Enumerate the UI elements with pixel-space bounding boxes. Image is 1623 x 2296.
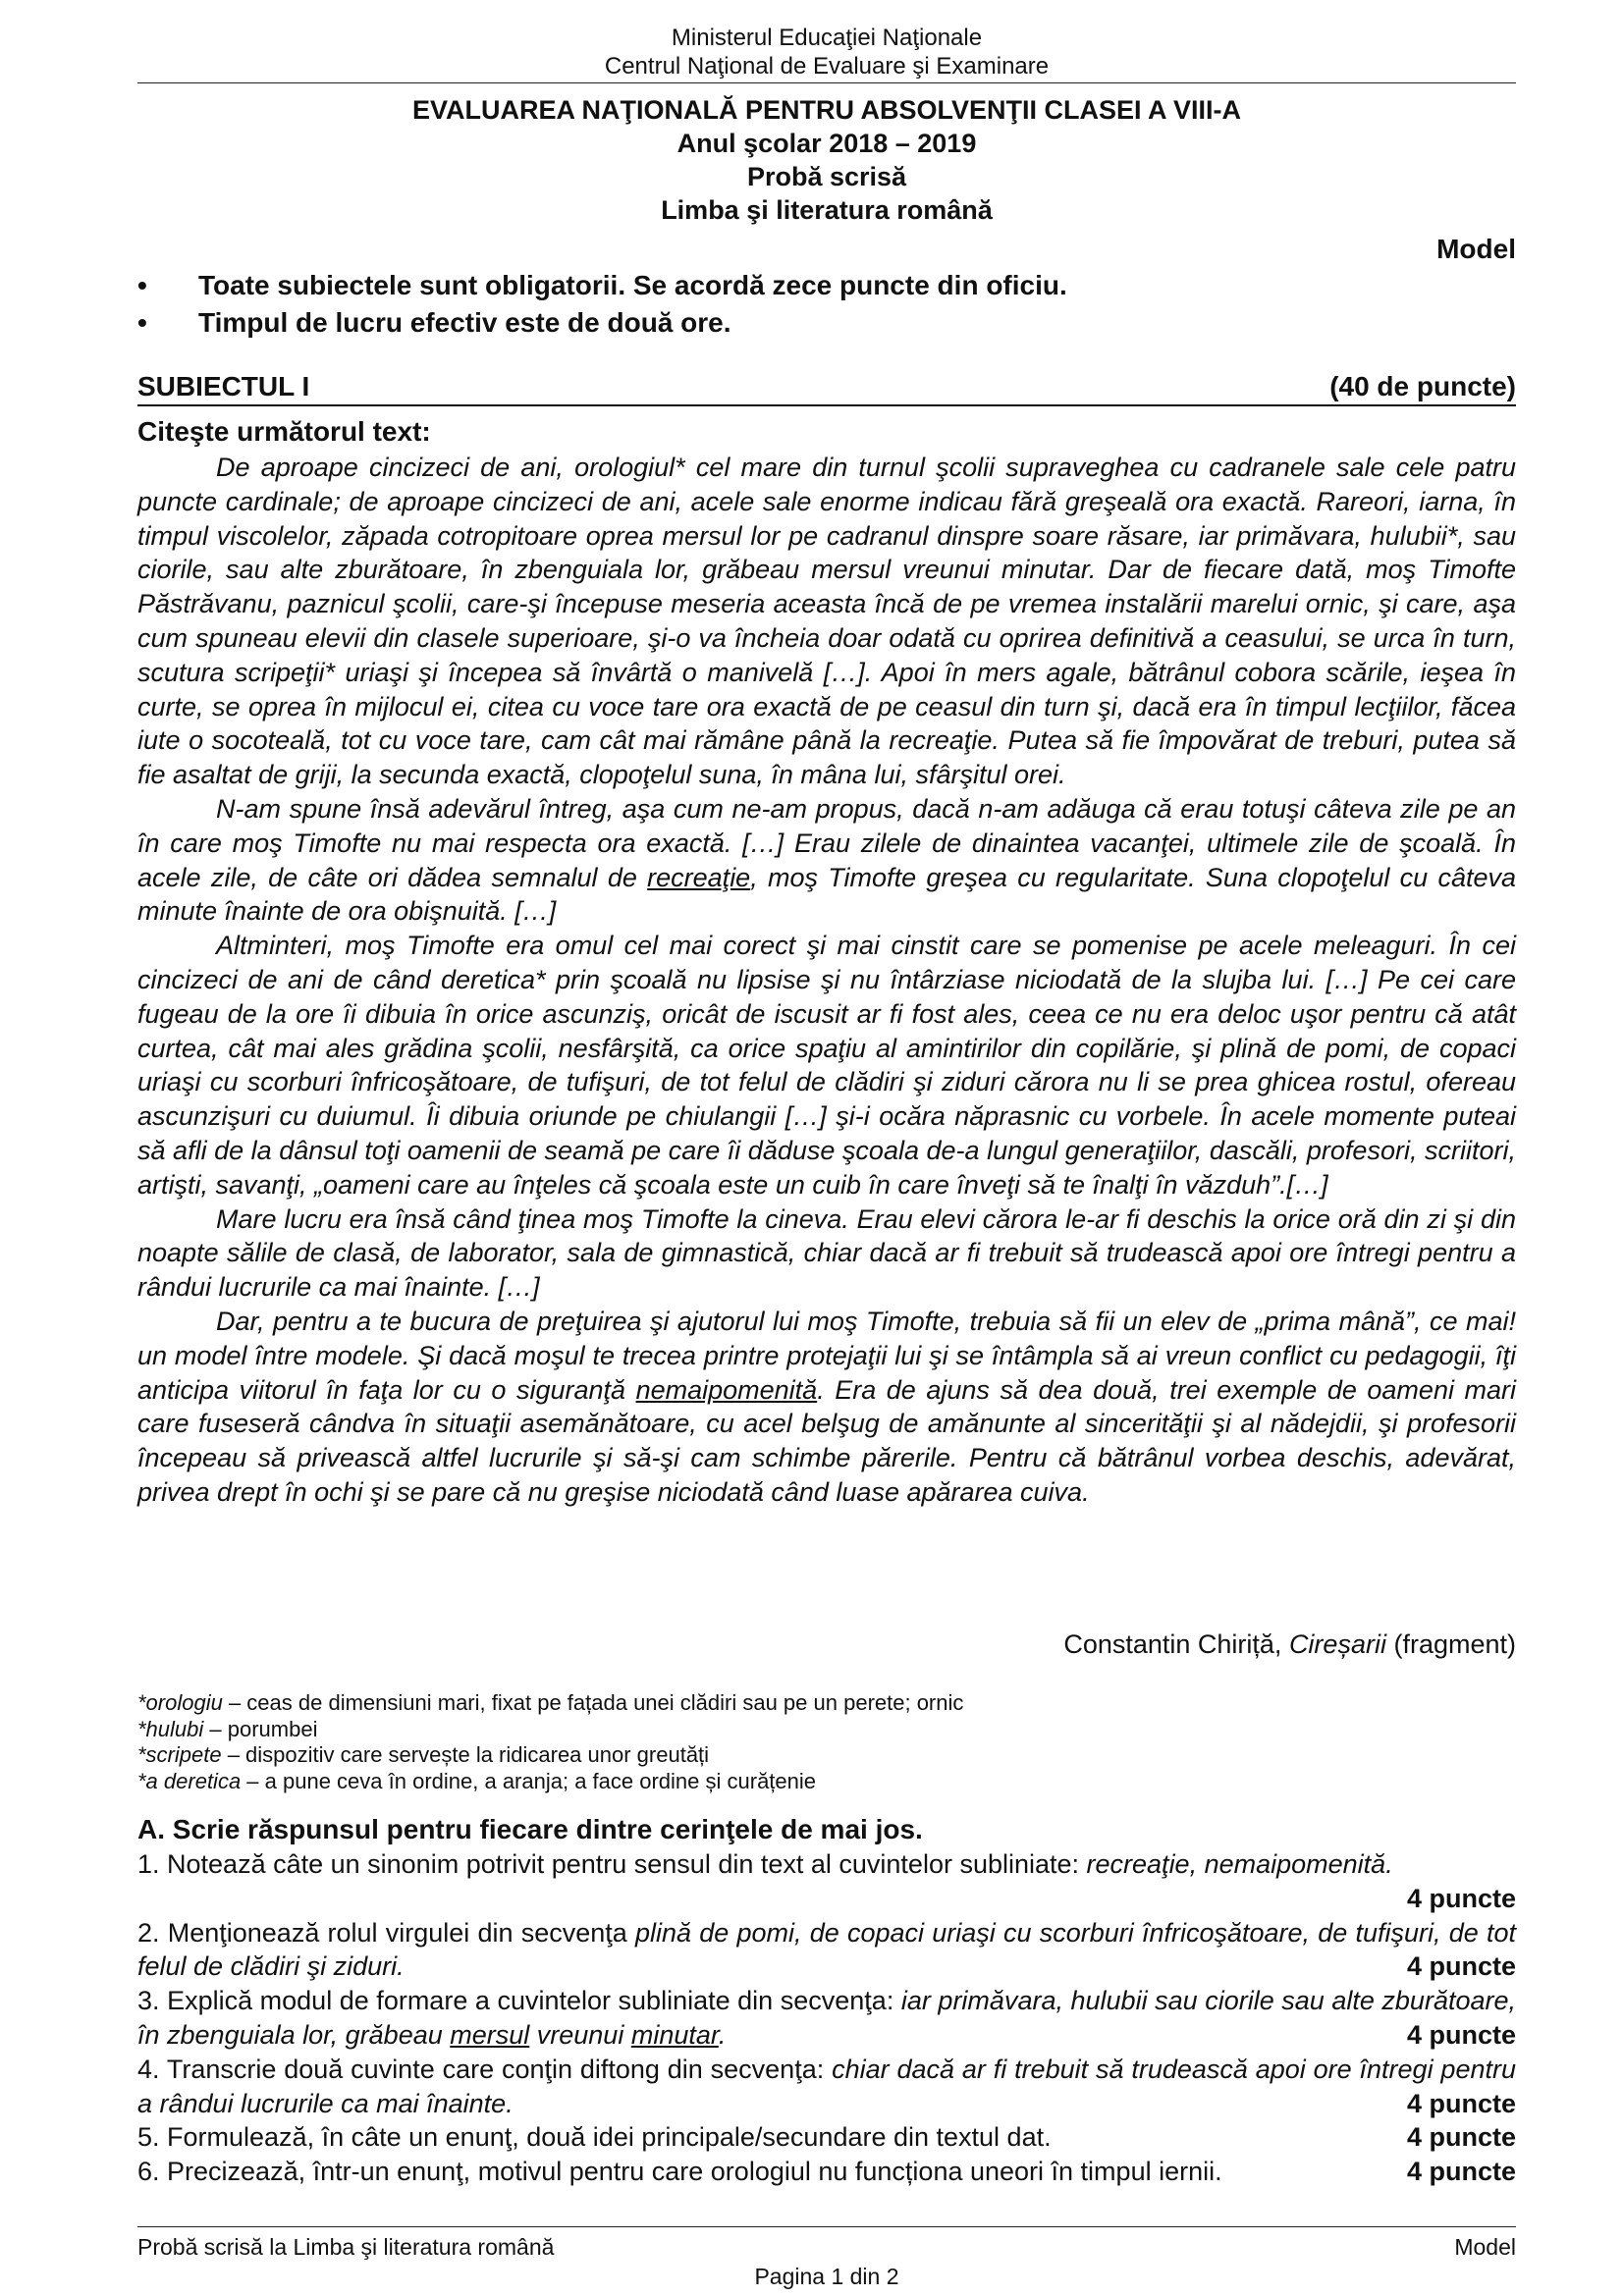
subject-label: SUBIECTUL I	[137, 371, 310, 401]
work-title: Cireșarii	[1288, 1629, 1386, 1659]
glossary-notes	[137, 1690, 963, 1794]
exam-page	[137, 0, 1516, 2296]
task-points: 4 puncte	[1406, 2122, 1516, 2153]
page-number: Pagina 1 din 2	[754, 2264, 899, 2289]
glossary-note: *a deretica – a pune ceva în ordine, a aranja; a face ordine și curățenie	[137, 1768, 817, 1793]
task-item: 3. Explică modul de formare a cuvintelor subliniate din secvenţa: iar primăvara, hulubii sau ciorile sau alte zburătoare, în zbenguiala lor, grăbeau mersul vreunui minutar. 4 puncte	[137, 1984, 1516, 2053]
task-item: 1. Notează câte un sinonim potrivit pentru sensul din text al cuvintelor subliniate: recreaţie, nemaipomenită.	[137, 1849, 1393, 1879]
task-points: 4 puncte	[1406, 1883, 1516, 1913]
glossary-note: *hulubi – porumbei	[137, 1716, 318, 1741]
header-divider	[137, 82, 1516, 83]
bullet-icon: •	[137, 307, 147, 338]
exam-title: EVALUAREA NAŢIONALĂ PENTRU ABSOLVENŢII CLASEI A VIII-A	[411, 95, 1241, 125]
passage-paragraph: Mare lucru era însă când ţinea moş Timofte la cineva. Erau elevi cărora le-ar fi deschis la orice oră din zi şi din noapte sălile de clasă, de laborator, sala de gimnastică, chiar dacă ar fi trebuit să trudească apoi ore întregi pentru a rândui lucrurile ca mai înainte. […]	[137, 1203, 1516, 1303]
footer-divider	[137, 2226, 1516, 2227]
passage-paragraph: Dar, pentru a te bucura de preţuirea şi ajutorul lui moş Timofte, trebuia să fii un elev de „prima mână”, ce mai! un model între modele. Şi dacă moşul te trecea printre protejaţii lui şi se întâmpla să ai vreun conflict cu pedagogii, îţi anticipa viitorul în faţa lor cu o siguranţă nemaipomenită. Era de ajuns să dea două, trei exemple de oameni mari care fuseseră cândva în situaţii asemănătoare, cu acel belşug de amănunte al sincerităţii şi al nădejdii, şi profesorii începeau să privească altfel lucrurile şi să-şi cam schimbe părerile. Pentru că bătrânul vorbea deschis, adevărat, privea drept în ochi şi se pare că nu greşise niciodată când luase apărarea cuiva.	[137, 1306, 1516, 1507]
passage-paragraph: De aproape cincizeci de ani, orologiul* cel mare din turnul şcolii supraveghea cu cadranele sale cele patru puncte cardinale; de aproape cincizeci de ani, acele sale enorme indicau fără greşeală ora exactă. Rareori, iarna, în timpul viscolelor, zăpada cotropitoare oprea mersul lor pe cadranul dinspre soare răsare, iar primăvara, hulubii*, sau ciorile, sau alte zburătoare, în zbenguiala lor, grăbeau mersul vreunui minutar. Dar de fiecare dată, moş Timofte Păstrăvanu, paznicul şcolii, care-şi începuse meseria aceasta încă de pe vremea instalării marelui ornic, şi care, aşa cum spuneau elevii din clasele superioare, şi-o va încheia doar odată cu oprirea definitivă a ceasului, se urca în turn, scutura scripeţii* uriaşi şi începea să învârtă o manivelă […]. Apoi în mers agale, bătrânul cobora scările, ieşea în curte, se oprea în mijlocul ei, citea cu voce tare ora exactă de pe ceasul din turn şi, dacă era în timpul lecţiilor, făcea iute o socoteală, tot cu voce tare, cam cât mai rămâne până la recreaţie. Putea să fie împovărat de treburi, putea să fie asaltat de griji, la secunda exactă, clopoţelul suna, în mâna lui, sfârşitul orei.	[137, 453, 1516, 790]
subject-header	[137, 371, 1516, 406]
passage-paragraph: N-am spune însă adevărul întreg, aşa cum ne-am propus, dacă n-am adăuga că erau totuşi câteva zile pe an în care moş Timofte nu mai respecta ora exactă. […] Erau zilele de dinaintea vacanţei, ultimele zile de şcoală. În acele zile, de câte ori dădea semnalul de recreaţie, moş Timofte greşea cu regularitate. Suna clopoţelul cu câteva minute înainte de ora obişnuită. […]	[137, 793, 1516, 927]
tasks-heading: A. Scrie răspunsul pentru fiecare dintre cerinţele de mai jos.	[137, 1814, 923, 1844]
exam-subject: Limba şi literatura română	[661, 195, 993, 225]
school-year: Anul şcolar 2018 – 2019	[676, 129, 977, 158]
task-points: 4 puncte	[1406, 2019, 1516, 2050]
subject-points: (40 de puncte)	[1329, 371, 1516, 401]
task-item: 2. Menţionează rolul virgulei din secvenţa plină de pomi, de copaci uriaşi cu scorburi înfricoşătoare, de tufişuri, de tot felul de clădiri şi ziduri. 4 puncte	[137, 1916, 1516, 1985]
bullet-icon: •	[137, 270, 147, 300]
task-points: 4 puncte	[1406, 2157, 1516, 2187]
task-item: 5. Formulează, în câte un enunţ, două idei principale/secundare din textul dat. 4 puncte	[137, 2120, 1516, 2155]
glossary-note: *orologiu – ceas de dimensiuni mari, fixat pe fațada unei clădiri sau pe un perete; ornic	[137, 1690, 964, 1715]
text-passage	[137, 451, 1516, 1510]
underlined-word: recreaţie	[647, 862, 751, 892]
task-item: 4. Transcrie două cuvinte care conţin diftong din secvenţa: chiar dacă ar fi trebuit să trudească apoi ore întregi pentru a rândui lucrurile ca mai înainte. 4 puncte	[137, 2053, 1516, 2121]
source-attribution: Constantin Chiriță, Cireșarii (fragment)	[1063, 1629, 1516, 1659]
task-item: 6. Precizează, într-un enunţ, motivul pentru care orologiul nu funcționa uneori în timpul iernii. 4 puncte	[137, 2155, 1516, 2189]
underlined-word: minutar	[630, 2019, 719, 2050]
instructions-list	[137, 267, 1516, 342]
passage-paragraph: Altminteri, moş Timofte era omul cel mai corect şi mai cinstit care se pomenise pe acele meleaguri. În cei cincizeci de ani de când deretica* prin şcoală nu lipsise şi nu întârziase niciodată de la slujba lui. […] Pe cei care fugeau de la ore îi dibuia în orice ascunziş, oricât de iscusit ar fi fost ales, ceea ce nu era deloc uşor pentru că atât curtea, cât mai ales grădina şcolii, nesfârşită, ca orice spaţiu al amintirilor din copilărie, şi plină de pomi, de copaci uriaşi cu scorburi înfricoşătoare, de tufişuri, de tot felul de clădiri şi ziduri cărora nu li se prea ghicea rostul, ofereau ascunzişuri cu duiumul. Îi dibuia oriunde pe chiulangii […] şi-i ocăra năprasnic cu vorbele. În acele momente puteai să afli de la dânsul toţi oamenii de seamă pe care îi dăduse şcoala de-a lungul generaţiilor, dascăli, profesori, scriitori, artişti, savanţi, „oameni care au înţeles că şcoala este un cuib în care înveţi să te înalţi în văzduh”.[…]	[137, 931, 1516, 1200]
evaluation-center: Centrul Naţional de Evaluare şi Examinare	[604, 53, 1050, 80]
model-label: Model	[1436, 234, 1516, 264]
instruction-item	[137, 304, 1516, 342]
instruction-text: Toate subiectele sunt obligatorii. Se acordă zece puncte din oficiu.	[198, 270, 1067, 300]
instruction-item	[137, 267, 1516, 304]
read-heading: Citeşte următorul text:	[137, 416, 431, 447]
task-points: 4 puncte	[1406, 2088, 1516, 2118]
footer-title: Probă scrisă la Limba şi literatura română	[137, 2234, 555, 2260]
footer-model: Model	[1454, 2234, 1516, 2260]
task-points: 4 puncte	[1406, 1951, 1516, 1982]
underlined-word: mersul	[450, 2019, 530, 2050]
tasks-list	[137, 1847, 1516, 2189]
underlined-word: nemaipomenită	[635, 1374, 818, 1405]
glossary-note: *scripete – dispozitiv care servește la ridicarea unor greutăți	[137, 1742, 710, 1767]
exam-type: Probă scrisă	[746, 162, 907, 191]
ministry-name: Ministerul Educaţiei Naţionale	[671, 25, 983, 51]
instruction-text: Timpul de lucru efectiv este de două ore.	[198, 307, 731, 338]
